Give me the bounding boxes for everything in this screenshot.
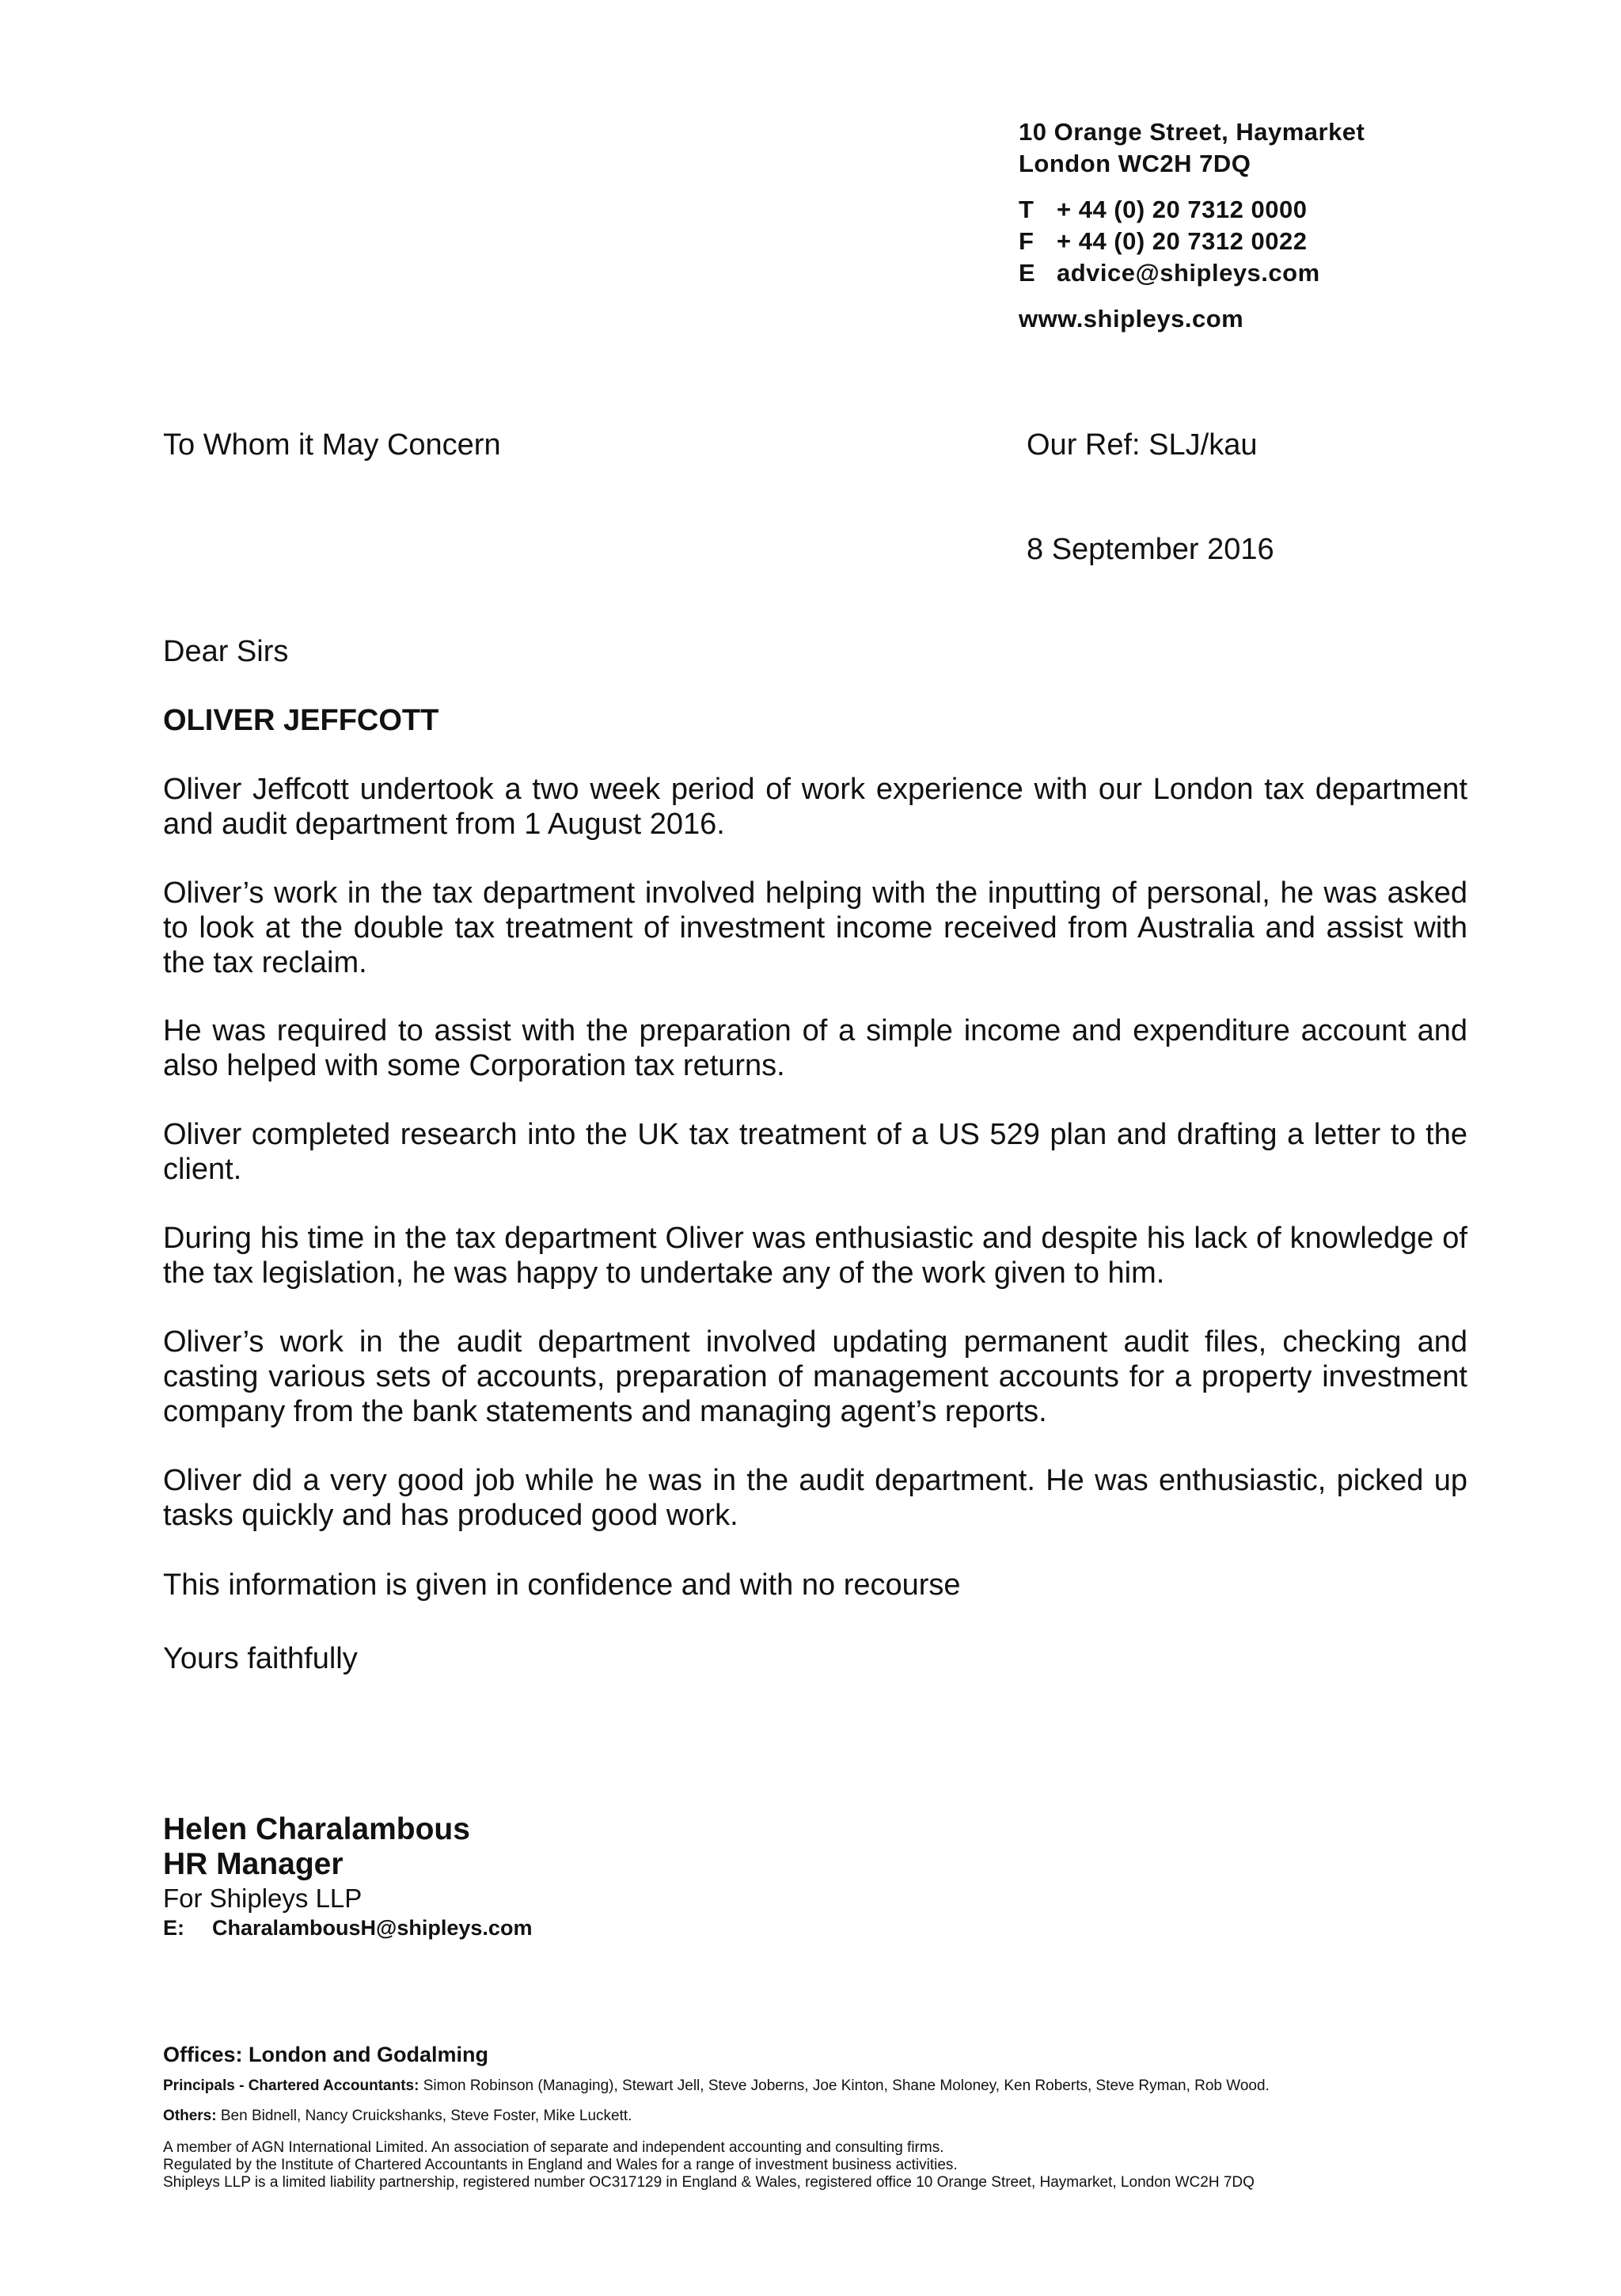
paragraph-2: Oliver’s work in the tax department involved helping with the inputting of personal, he was asked to look at the double tax treatment of investment income received from Australia and assist with the tax reclaim. bbox=[163, 876, 1467, 979]
phone-number: + 44 (0) 20 7312 0000 bbox=[1057, 196, 1308, 223]
closing: Yours faithfully bbox=[163, 1642, 358, 1675]
footer-principals bbox=[163, 2077, 1270, 2096]
email-key: E bbox=[1019, 259, 1036, 287]
email-line bbox=[1019, 257, 1509, 289]
footer-legal bbox=[163, 2139, 1255, 2191]
paragraph-3: He was required to assist with the preparation of a simple income and expenditure account and also helped with some Corporation tax returns. bbox=[163, 1014, 1467, 1082]
paragraph-8: This information is given in confidence and with no recourse bbox=[163, 1568, 961, 1602]
address-line-1: 10 Orange Street, Haymarket bbox=[1019, 118, 1365, 146]
footer-offices: Offices: London and Godalming bbox=[163, 2043, 488, 2066]
signatory-email-key: E: bbox=[163, 1916, 184, 1940]
footer-others-label: Others: bbox=[163, 2108, 217, 2124]
letter-date: 8 September 2016 bbox=[1027, 533, 1274, 566]
paragraph-1: Oliver Jeffcott undertook a two week period of work experience with our London tax department and audit department from 1 August 2016. bbox=[163, 773, 1467, 841]
footer-principals-label: Principals - Chartered Accountants: bbox=[163, 2077, 419, 2094]
paragraph-4: Oliver completed research into the UK tax treatment of a US 529 plan and drafting a letter to the client. bbox=[163, 1118, 1467, 1186]
address-line-2: London WC2H 7DQ bbox=[1019, 150, 1251, 177]
company-email: advice@shipleys.com bbox=[1057, 259, 1320, 287]
signatory-title: HR Manager bbox=[163, 1847, 344, 1881]
footer-principals-list: Simon Robinson (Managing), Stewart Jell, Steve Joberns, Joe Kinton, Shane Moloney, Ken Roberts, Steve Ryman, Rob Wood. bbox=[423, 2077, 1270, 2094]
phone-line bbox=[1019, 194, 1509, 226]
our-reference: Our Ref: SLJ/kau bbox=[1027, 428, 1258, 462]
subject-heading: OLIVER JEFFCOTT bbox=[163, 704, 439, 737]
signatory-email-line bbox=[163, 1914, 532, 1941]
footer-others bbox=[163, 2107, 632, 2126]
signatory-name: Helen Charalambous bbox=[163, 1812, 470, 1846]
website: www.shipleys.com bbox=[1019, 305, 1244, 333]
paragraph-6: Oliver’s work in the audit department involved updating permanent audit files, checking and casting various sets of accounts, preparation of management accounts for a property investment company from the bank statements and managing agent’s reports. bbox=[163, 1325, 1467, 1428]
fax-line bbox=[1019, 226, 1509, 257]
footer-legal-line-1: A member of AGN International Limited. An association of separate and independent accounting and consulting firms. bbox=[163, 2139, 944, 2156]
fax-number: + 44 (0) 20 7312 0022 bbox=[1057, 227, 1308, 255]
letterhead bbox=[1019, 116, 1509, 335]
signatory-email: CharalambousH@shipleys.com bbox=[212, 1916, 533, 1940]
phone-key: T bbox=[1019, 196, 1034, 223]
footer-others-list: Ben Bidnell, Nancy Cruickshanks, Steve Foster, Mike Luckett. bbox=[220, 2108, 632, 2124]
footer-legal-line-2: Regulated by the Institute of Chartered Accountants in England and Wales for a range of investment business activities. bbox=[163, 2157, 958, 2173]
addressee: To Whom it May Concern bbox=[163, 428, 501, 462]
fax-key: F bbox=[1019, 227, 1034, 255]
paragraph-7: Oliver did a very good job while he was in the audit department. He was enthusiastic, picked up tasks quickly and has produced good work. bbox=[163, 1464, 1467, 1532]
paragraph-5: During his time in the tax department Oliver was enthusiastic and despite his lack of knowledge of the tax legislation, he was happy to undertake any of the work given to him. bbox=[163, 1222, 1467, 1290]
footer-legal-line-3: Shipleys LLP is a limited liability partnership, registered number OC317129 in England & Wales, registered office 10 Orange Street, Haymarket, London WC2H 7DQ bbox=[163, 2174, 1255, 2191]
salutation: Dear Sirs bbox=[163, 635, 289, 668]
signatory-company: For Shipleys LLP bbox=[163, 1884, 363, 1913]
